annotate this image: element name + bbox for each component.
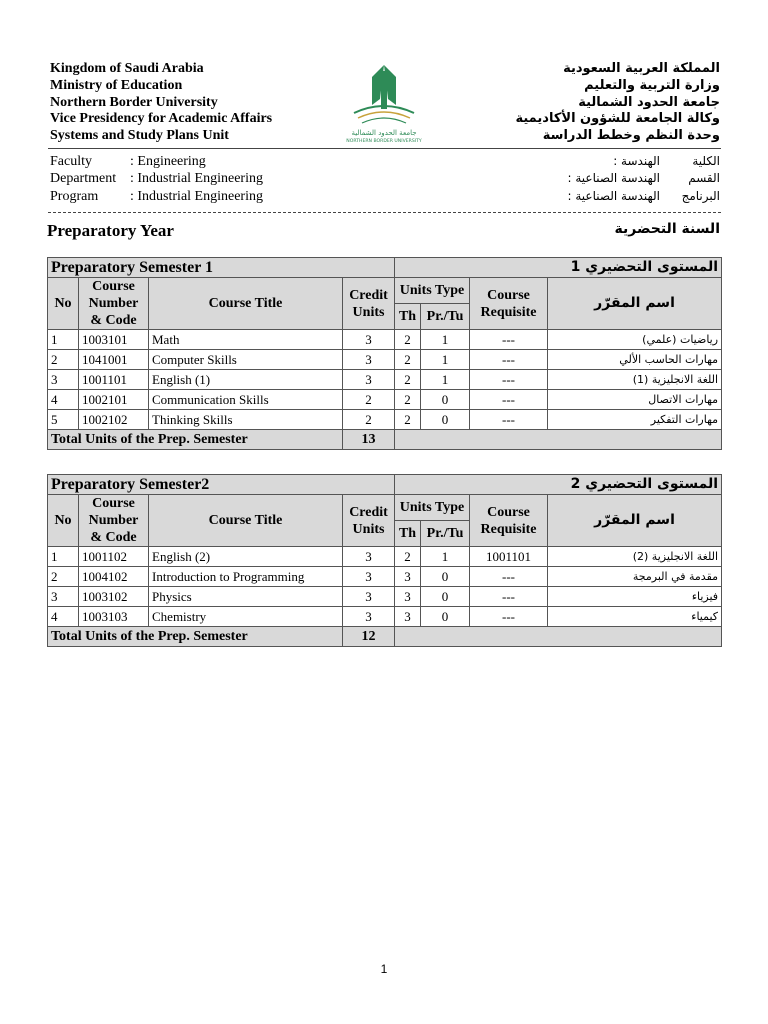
course-no: 5 bbox=[48, 410, 79, 430]
header-divider bbox=[48, 148, 721, 149]
total-label: Total Units of the Prep. Semester bbox=[48, 430, 343, 450]
course-credit: 2 bbox=[343, 410, 395, 430]
info-row-department-ar: القسمالهندسة الصناعية : bbox=[567, 171, 720, 186]
course-no: 2 bbox=[48, 567, 79, 587]
course-title: Chemistry bbox=[149, 607, 343, 627]
course-requisite: --- bbox=[470, 370, 548, 390]
course-credit: 3 bbox=[343, 607, 395, 627]
course-title-ar: مهارات التفكير bbox=[548, 410, 722, 430]
header-arabic bbox=[515, 61, 720, 145]
total-units: 12 bbox=[343, 627, 395, 647]
course-row bbox=[48, 547, 722, 567]
course-no: 4 bbox=[48, 607, 79, 627]
course-code: 1002101 bbox=[79, 390, 149, 410]
col-header-prtu: Pr./Tu bbox=[421, 304, 470, 330]
course-code: 1003101 bbox=[79, 330, 149, 350]
col-header-title: Course Title bbox=[149, 278, 343, 330]
course-requisite: --- bbox=[470, 410, 548, 430]
course-requisite: --- bbox=[470, 350, 548, 370]
total-units: 13 bbox=[343, 430, 395, 450]
header-line-ar: المملكة العربية السعودية bbox=[563, 61, 720, 76]
course-no: 4 bbox=[48, 390, 79, 410]
header-line: Ministry of Education bbox=[50, 77, 183, 93]
course-th: 3 bbox=[395, 567, 421, 587]
course-requisite: 1001101 bbox=[470, 547, 548, 567]
col-header-requisite: Course Requisite bbox=[470, 278, 548, 330]
course-code: 1041001 bbox=[79, 350, 149, 370]
col-header-credit: Credit Units bbox=[343, 278, 395, 330]
col-header-code: Course Number & Code bbox=[79, 495, 149, 547]
col-header-credit: Credit Units bbox=[343, 495, 395, 547]
course-th: 2 bbox=[395, 370, 421, 390]
university-logo bbox=[334, 55, 434, 145]
course-title-ar: كيمياء bbox=[548, 607, 722, 627]
prep-year-title-ar: السنة التحضرية bbox=[614, 221, 720, 237]
course-title: Math bbox=[149, 330, 343, 350]
course-prtu: 1 bbox=[421, 330, 470, 350]
prep-year-title: Preparatory Year bbox=[47, 221, 174, 240]
course-requisite: --- bbox=[470, 607, 548, 627]
course-row bbox=[48, 587, 722, 607]
course-title-ar: اللغة الانجليزية (2) bbox=[548, 547, 722, 567]
info-row-department: Department : Industrial Engineering bbox=[50, 171, 263, 187]
svg-text:NORTHERN BORDER UNIVERSITY: NORTHERN BORDER UNIVERSITY bbox=[346, 139, 422, 144]
course-code: 1001101 bbox=[79, 370, 149, 390]
info-row-faculty: Faculty : Engineering bbox=[50, 154, 206, 169]
course-row bbox=[48, 370, 722, 390]
course-requisite: --- bbox=[470, 390, 548, 410]
course-title: Computer Skills bbox=[149, 350, 343, 370]
course-prtu: 1 bbox=[421, 350, 470, 370]
col-header-arabic-name: اسم المقرّر bbox=[548, 495, 722, 547]
header-line: Vice Presidency for Academic Affairs bbox=[50, 111, 273, 127]
course-row bbox=[48, 607, 722, 627]
course-code: 1001102 bbox=[79, 547, 149, 567]
program-info-english bbox=[50, 153, 263, 205]
course-row bbox=[48, 410, 722, 430]
course-th: 2 bbox=[395, 390, 421, 410]
course-th: 3 bbox=[395, 587, 421, 607]
info-row-faculty-ar: الكليةالهندسة : bbox=[613, 154, 720, 168]
col-header-requisite: Course Requisite bbox=[470, 495, 548, 547]
course-th: 3 bbox=[395, 607, 421, 627]
course-row bbox=[48, 350, 722, 370]
col-header-no: No bbox=[48, 278, 79, 330]
course-credit: 3 bbox=[343, 330, 395, 350]
col-header-prtu: Pr./Tu bbox=[421, 521, 470, 547]
course-requisite: --- bbox=[470, 567, 548, 587]
course-credit: 2 bbox=[343, 390, 395, 410]
course-code: 1004102 bbox=[79, 567, 149, 587]
course-title: Thinking Skills bbox=[149, 410, 343, 430]
header-line: Kingdom of Saudi Arabia bbox=[50, 61, 204, 76]
header-line-ar: جامعة الحدود الشمالية bbox=[578, 94, 720, 110]
program-info-arabic bbox=[568, 153, 721, 205]
course-title-ar: فيزياء bbox=[548, 587, 722, 607]
course-no: 2 bbox=[48, 350, 79, 370]
course-prtu: 0 bbox=[421, 410, 470, 430]
col-header-title: Course Title bbox=[149, 495, 343, 547]
course-prtu: 0 bbox=[421, 567, 470, 587]
total-label: Total Units of the Prep. Semester bbox=[48, 627, 343, 647]
semester-title: Preparatory Semester2 bbox=[48, 475, 395, 495]
course-code: 1003102 bbox=[79, 587, 149, 607]
info-row-program-ar: البرنامجالهندسة الصناعية : bbox=[567, 188, 720, 203]
semester-table bbox=[47, 474, 722, 647]
course-th: 2 bbox=[395, 547, 421, 567]
semester-title: Preparatory Semester 1 bbox=[48, 258, 395, 278]
course-title: English (1) bbox=[149, 370, 343, 390]
svg-text:جامعة الحدود الشمالية: جامعة الحدود الشمالية bbox=[351, 129, 417, 137]
course-credit: 3 bbox=[343, 370, 395, 390]
course-requisite: --- bbox=[470, 587, 548, 607]
course-no: 3 bbox=[48, 587, 79, 607]
course-th: 2 bbox=[395, 350, 421, 370]
course-credit: 3 bbox=[343, 547, 395, 567]
course-no: 1 bbox=[48, 330, 79, 350]
col-header-units-type: Units Type bbox=[395, 278, 470, 304]
course-title-ar: اللغة الانجليزية (1) bbox=[548, 370, 722, 390]
course-prtu: 0 bbox=[421, 390, 470, 410]
col-header-th: Th bbox=[395, 304, 421, 330]
course-title: Physics bbox=[149, 587, 343, 607]
header-english bbox=[50, 61, 272, 145]
semester-title-ar: المستوى التحضيري 1 bbox=[395, 258, 722, 278]
col-header-no: No bbox=[48, 495, 79, 547]
course-title-ar: مهارات الحاسب الألي bbox=[548, 350, 722, 370]
course-code: 1002102 bbox=[79, 410, 149, 430]
course-credit: 3 bbox=[343, 350, 395, 370]
course-prtu: 1 bbox=[421, 547, 470, 567]
course-title: Communication Skills bbox=[149, 390, 343, 410]
total-filler bbox=[395, 627, 722, 647]
course-title: English (2) bbox=[149, 547, 343, 567]
header-line: Northern Border University bbox=[50, 94, 218, 110]
col-header-th: Th bbox=[395, 521, 421, 547]
col-header-arabic-name: اسم المقرّر bbox=[548, 278, 722, 330]
header-line-ar: وحدة النظم وخطط الدراسة bbox=[542, 128, 720, 144]
course-row bbox=[48, 567, 722, 587]
course-credit: 3 bbox=[343, 587, 395, 607]
course-requisite: --- bbox=[470, 330, 548, 350]
course-no: 1 bbox=[48, 547, 79, 567]
course-title-ar: رياضيات (علمي) bbox=[548, 330, 722, 350]
header-line-ar: وزارة التربية والتعليم bbox=[584, 77, 720, 93]
course-title-ar: مهارات الاتصال bbox=[548, 390, 722, 410]
course-title-ar: مقدمة في البرمجة bbox=[548, 567, 722, 587]
semester-title-ar: المستوى التحضيري 2 bbox=[395, 475, 722, 495]
col-header-code: Course Number & Code bbox=[79, 278, 149, 330]
info-row-program: Program : Industrial Engineering bbox=[50, 188, 263, 204]
course-no: 3 bbox=[48, 370, 79, 390]
info-divider bbox=[48, 212, 721, 213]
course-code: 1003103 bbox=[79, 607, 149, 627]
course-prtu: 0 bbox=[421, 607, 470, 627]
course-th: 2 bbox=[395, 330, 421, 350]
course-row bbox=[48, 390, 722, 410]
course-title: Introduction to Programming bbox=[149, 567, 343, 587]
header-line-ar: وكالة الجامعة للشؤون الأكاديمية bbox=[515, 111, 720, 127]
course-prtu: 1 bbox=[421, 370, 470, 390]
semester-table bbox=[47, 257, 722, 450]
course-credit: 3 bbox=[343, 567, 395, 587]
course-row bbox=[48, 330, 722, 350]
course-prtu: 0 bbox=[421, 587, 470, 607]
page-number: 1 bbox=[380, 962, 388, 976]
header-line: Systems and Study Plans Unit bbox=[50, 128, 229, 144]
total-row bbox=[48, 430, 722, 450]
total-filler bbox=[395, 430, 722, 450]
total-row bbox=[48, 627, 722, 647]
col-header-units-type: Units Type bbox=[395, 495, 470, 521]
course-th: 2 bbox=[395, 410, 421, 430]
